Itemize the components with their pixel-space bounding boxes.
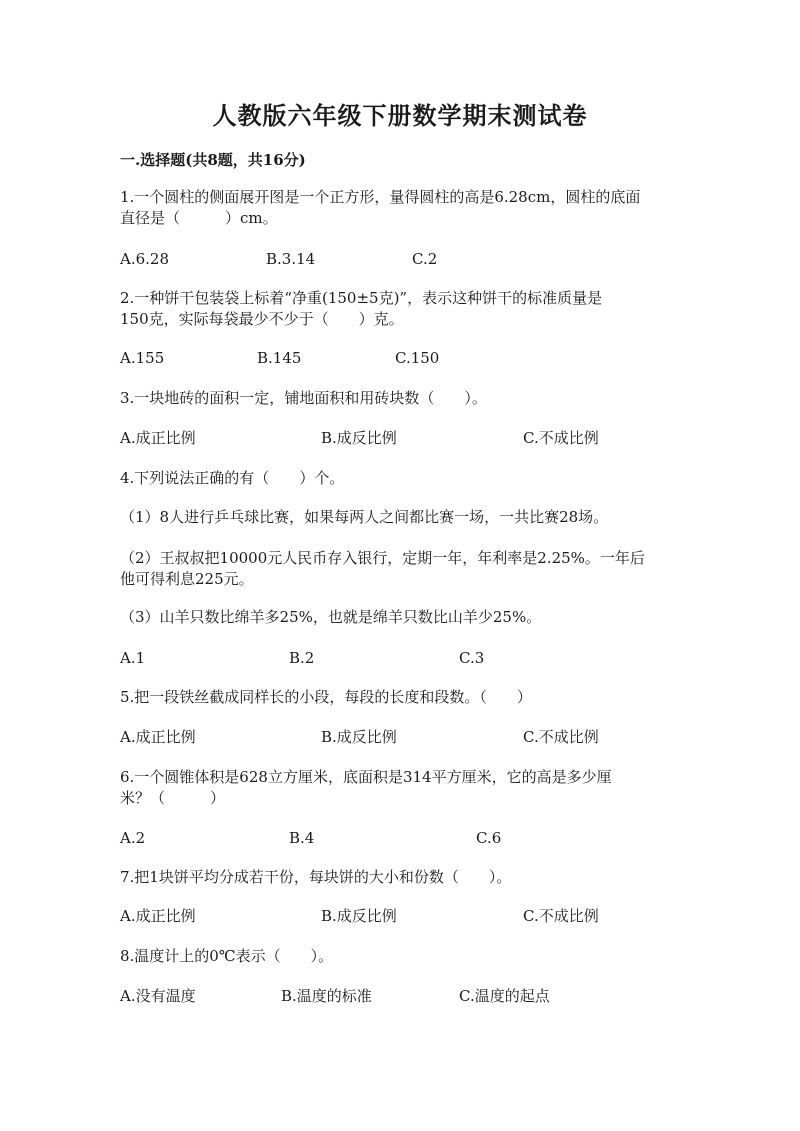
question-4-statement-3: （3）山羊只数比绵羊多25%，也就是绵羊只数比山羊少25%。 bbox=[120, 608, 542, 626]
question-2-options bbox=[120, 348, 680, 368]
question-3-line-1: 3.一块地砖的面积一定，铺地面积和用砖块数（ ）。 bbox=[120, 389, 487, 407]
question-5-options bbox=[120, 727, 680, 747]
question-2-option-c[interactable]: C.150 bbox=[395, 349, 440, 367]
question-4-line-1: 4.下列说法正确的有（ ）个。 bbox=[120, 469, 345, 487]
page-title: 人教版六年级下册数学期末测试卷 bbox=[212, 101, 588, 130]
question-4-options bbox=[120, 648, 680, 668]
question-8-option-a[interactable]: A.没有温度 bbox=[120, 987, 196, 1005]
question-5-option-a[interactable]: A.成正比例 bbox=[120, 728, 196, 746]
question-8-line-1: 8.温度计上的0℃表示（ ）。 bbox=[120, 947, 334, 965]
section-heading: 一.选择题(共8题，共16分) bbox=[120, 151, 306, 169]
question-2-option-a[interactable]: A.155 bbox=[120, 349, 165, 367]
question-1-option-b[interactable]: B.3.14 bbox=[266, 250, 316, 268]
question-4-option-a[interactable]: A.1 bbox=[120, 649, 146, 667]
question-4-statement-2-line-1: （2）王叔叔把10000元人民币存入银行，定期一年，年利率是2.25%。一年后 bbox=[120, 549, 645, 567]
question-6-line-1: 6.一个圆锥体积是628立方厘米，底面积是314平方厘米，它的高是多少厘 bbox=[120, 768, 612, 786]
question-7-option-c[interactable]: C.不成比例 bbox=[523, 907, 599, 925]
question-3-option-a[interactable]: A.成正比例 bbox=[120, 429, 196, 447]
question-4-statement-2-line-2: 他可得利息225元。 bbox=[120, 570, 254, 588]
question-6-option-c[interactable]: C.6 bbox=[476, 829, 502, 847]
question-3-option-b[interactable]: B.成反比例 bbox=[321, 429, 397, 447]
question-7-options bbox=[120, 906, 680, 926]
question-8-option-b[interactable]: B.温度的标准 bbox=[281, 987, 372, 1005]
question-1-options bbox=[120, 249, 680, 269]
question-8-options bbox=[120, 986, 680, 1006]
question-3-option-c[interactable]: C.不成比例 bbox=[523, 429, 599, 447]
question-1-option-a[interactable]: A.6.28 bbox=[120, 250, 169, 268]
question-2-option-b[interactable]: B.145 bbox=[257, 349, 302, 367]
question-6-options bbox=[120, 828, 680, 848]
question-8-option-c[interactable]: C.温度的起点 bbox=[459, 987, 550, 1005]
question-7-option-b[interactable]: B.成反比例 bbox=[321, 907, 397, 925]
question-2-line-1: 2.一种饼干包装袋上标着“净重(150±5克)”，表示这种饼干的标准质量是 bbox=[120, 289, 603, 307]
question-1-option-c[interactable]: C.2 bbox=[412, 250, 438, 268]
question-4-option-b[interactable]: B.2 bbox=[289, 649, 315, 667]
question-1-line-1: 1.一个圆柱的侧面展开图是一个正方形，量得圆柱的高是6.28cm，圆柱的底面 bbox=[120, 188, 641, 206]
question-2-line-2: 150克，实际每袋最少不少于（ ）克。 bbox=[120, 310, 404, 328]
question-6-line-2: 米？（ ） bbox=[120, 789, 226, 807]
question-5-option-c[interactable]: C.不成比例 bbox=[523, 728, 599, 746]
question-1-line-2: 直径是（ ）cm。 bbox=[120, 209, 278, 227]
question-6-option-b[interactable]: B.4 bbox=[289, 829, 315, 847]
question-5-line-1: 5.把一段铁丝截成同样长的小段，每段的长度和段数。（ ） bbox=[120, 688, 532, 706]
question-4-statement-1: （1）8人进行乒乓球比赛，如果每两人之间都比赛一场，一共比赛28场。 bbox=[120, 508, 609, 526]
question-7-option-a[interactable]: A.成正比例 bbox=[120, 907, 196, 925]
question-6-option-a[interactable]: A.2 bbox=[120, 829, 146, 847]
question-4-option-c[interactable]: C.3 bbox=[459, 649, 485, 667]
question-5-option-b[interactable]: B.成反比例 bbox=[321, 728, 397, 746]
question-7-line-1: 7.把1块饼平均分成若干份，每块饼的大小和份数（ ）。 bbox=[120, 868, 512, 886]
question-3-options bbox=[120, 428, 680, 448]
